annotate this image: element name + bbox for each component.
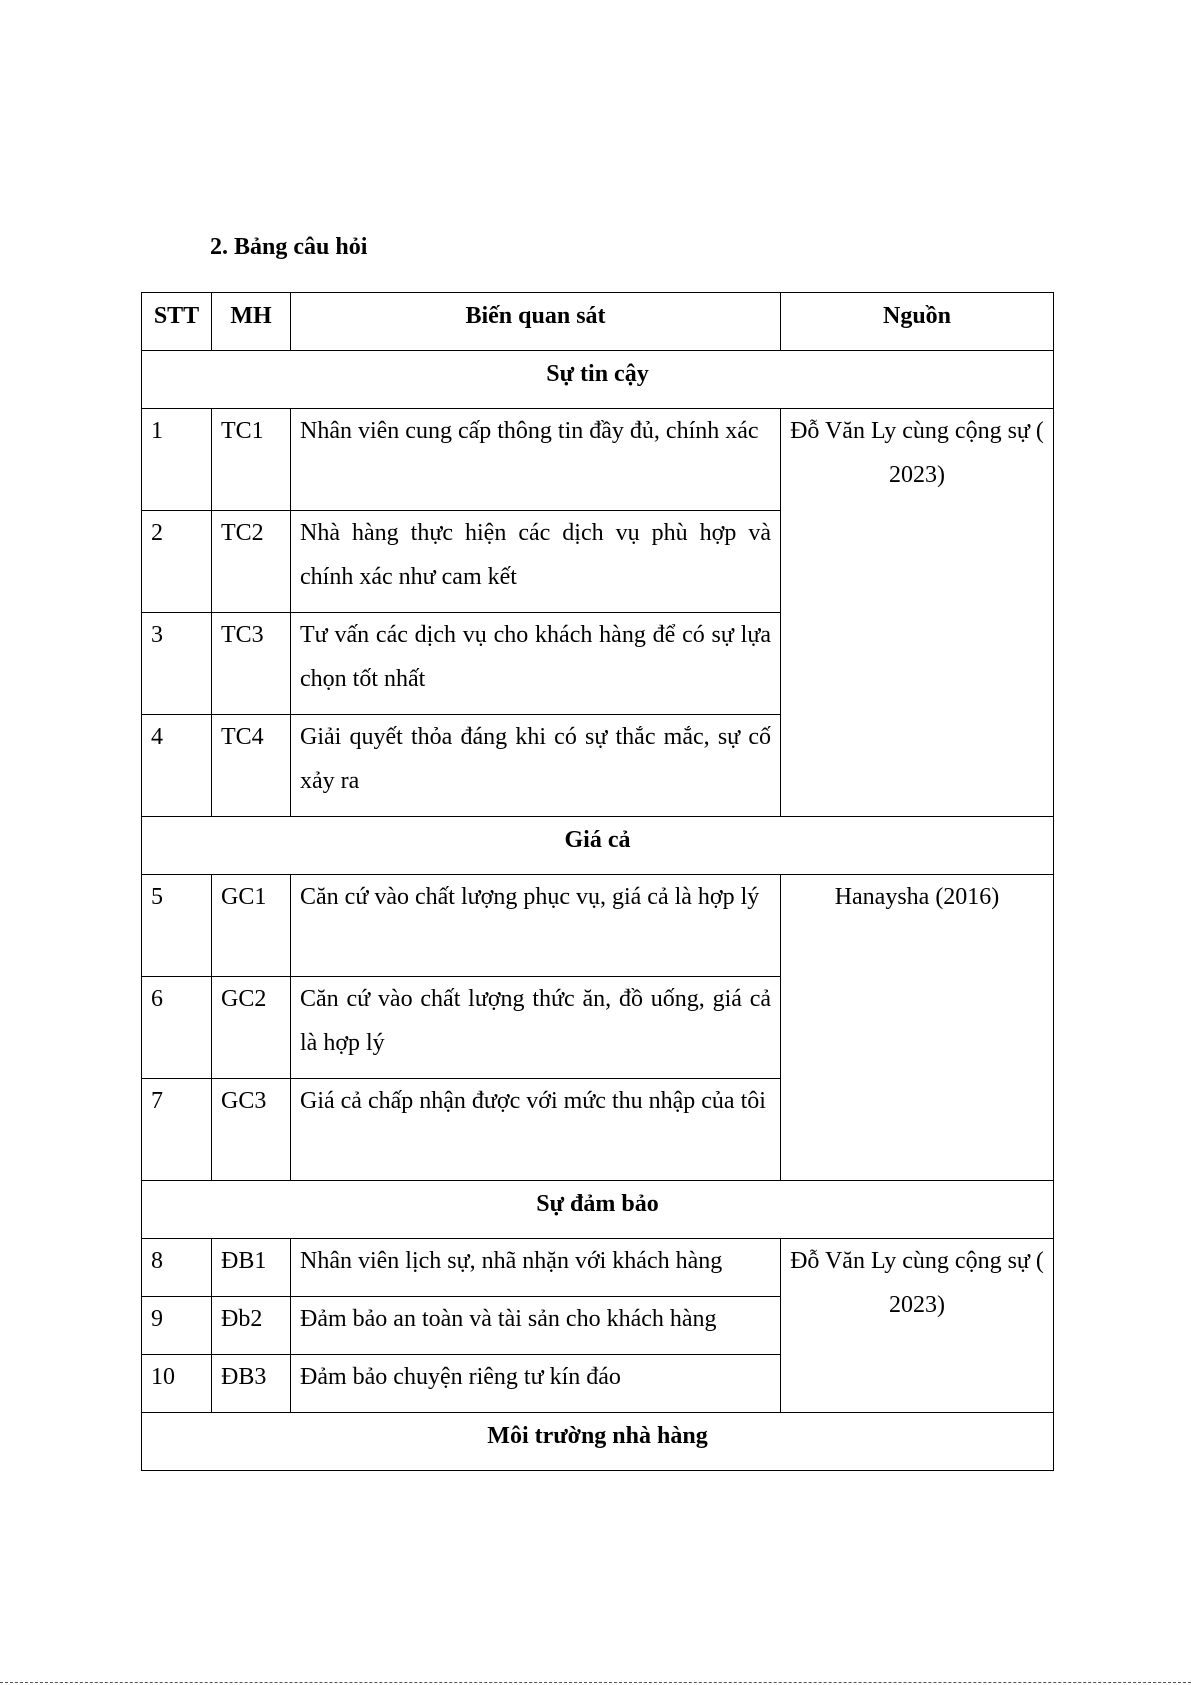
cell-code: GC1: [212, 875, 291, 977]
cell-variable: Giải quyết thỏa đáng khi có sự thắc mắc, sự cố xảy ra: [291, 715, 781, 817]
cell-stt: 3: [142, 613, 212, 715]
cell-code: TC3: [212, 613, 291, 715]
cell-stt: 5: [142, 875, 212, 977]
cell-variable: Căn cứ vào chất lượng thức ăn, đồ uống, giá cả là hợp lý: [291, 977, 781, 1079]
cell-source: Đỗ Văn Ly cùng cộng sự ( 2023): [781, 1239, 1054, 1413]
cell-variable: Đảm bảo an toàn và tài sản cho khách hàng: [291, 1297, 781, 1355]
cell-code: ĐB1: [212, 1239, 291, 1297]
group-title: Môi trường nhà hàng: [142, 1413, 1054, 1471]
cell-stt: 9: [142, 1297, 212, 1355]
questionnaire-table: [141, 292, 1054, 1471]
header-variable: Biến quan sát: [291, 293, 781, 351]
group-row-reliability: [142, 351, 1054, 409]
cell-variable: Nhân viên lịch sự, nhã nhặn với khách hàng: [291, 1239, 781, 1297]
cell-code: Đb2: [212, 1297, 291, 1355]
cell-variable: Đảm bảo chuyện riêng tư kín đáo: [291, 1355, 781, 1413]
cell-stt: 1: [142, 409, 212, 511]
cell-source: Đỗ Văn Ly cùng cộng sự ( 2023): [781, 409, 1054, 817]
cell-stt: 2: [142, 511, 212, 613]
page-bottom-divider: [0, 1682, 1191, 1683]
cell-code: GC2: [212, 977, 291, 1079]
table-row: [142, 409, 1054, 511]
cell-code: TC1: [212, 409, 291, 511]
cell-code: ĐB3: [212, 1355, 291, 1413]
cell-variable: Căn cứ vào chất lượng phục vụ, giá cả là hợp lý: [291, 875, 781, 977]
cell-stt: 6: [142, 977, 212, 1079]
cell-variable: Giá cả chấp nhận được với mức thu nhập của tôi: [291, 1079, 781, 1181]
cell-code: TC2: [212, 511, 291, 613]
section-title: 2. Bảng câu hỏi: [210, 234, 368, 260]
cell-variable: Tư vấn các dịch vụ cho khách hàng để có sự lựa chọn tốt nhất: [291, 613, 781, 715]
group-row-environment: [142, 1413, 1054, 1471]
header-stt: STT: [142, 293, 212, 351]
cell-stt: 4: [142, 715, 212, 817]
cell-stt: 10: [142, 1355, 212, 1413]
cell-code: GC3: [212, 1079, 291, 1181]
header-mh: MH: [212, 293, 291, 351]
header-source: Nguồn: [781, 293, 1054, 351]
table-row: [142, 1239, 1054, 1297]
cell-code: TC4: [212, 715, 291, 817]
group-title: Sự tin cậy: [142, 351, 1054, 409]
table-header-row: [142, 293, 1054, 351]
cell-stt: 7: [142, 1079, 212, 1181]
cell-variable: Nhân viên cung cấp thông tin đầy đủ, chính xác: [291, 409, 781, 511]
group-title: Sự đảm bảo: [142, 1181, 1054, 1239]
cell-stt: 8: [142, 1239, 212, 1297]
cell-source: Hanaysha (2016): [781, 875, 1054, 1181]
group-row-assurance: [142, 1181, 1054, 1239]
table-row: [142, 875, 1054, 977]
group-title: Giá cả: [142, 817, 1054, 875]
group-row-price: [142, 817, 1054, 875]
cell-variable: Nhà hàng thực hiện các dịch vụ phù hợp và chính xác như cam kết: [291, 511, 781, 613]
